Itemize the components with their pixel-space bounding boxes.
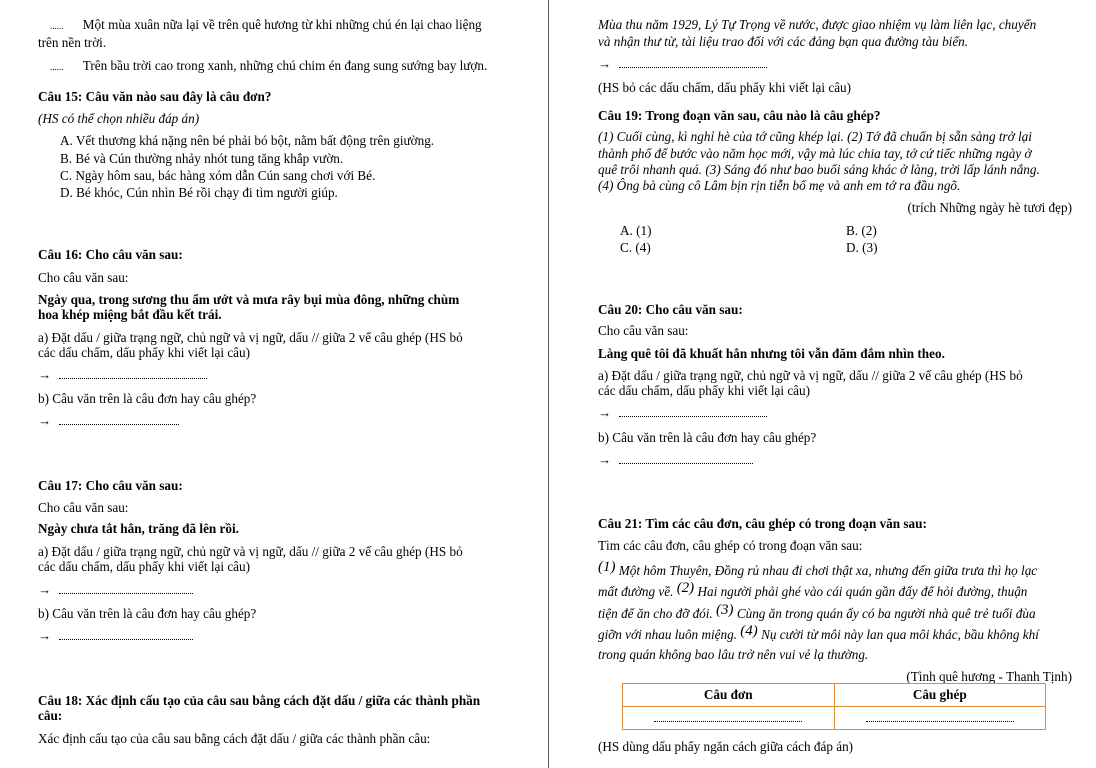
q17-b-answer[interactable] — [38, 628, 518, 643]
q18-note: (HS bỏ các dấu chấm, dấu phẩy khi viết lại câu) — [598, 80, 852, 95]
answer-table — [622, 683, 1046, 730]
q19-options-row-2 — [620, 240, 1072, 255]
q16-a-answer[interactable] — [38, 367, 518, 382]
q19-source: (trích Những ngày hè tươi đẹp) — [907, 200, 1072, 215]
q19-passage-2: thành phố để bước vào năm học mới, vậy mà lúc chia tay, tớ cứ tiếc những ngày ở — [598, 146, 1032, 161]
table-header-cau-don: Câu đơn — [623, 684, 835, 707]
arrow-icon: → — [598, 452, 612, 467]
arrow-icon: → — [598, 56, 612, 71]
answer-blank[interactable] — [59, 583, 193, 594]
q21-title: Câu 21: Tìm các câu đơn, câu ghép có trong đoạn văn sau: — [598, 516, 927, 531]
q19-passage-4: (4) Ông bà cùng cô Lâm bịn rịn tiễn bố mẹ và anh em tớ ra đầu ngõ. — [598, 178, 961, 193]
answer-blank[interactable] — [59, 629, 193, 640]
q17-lead: Cho câu văn sau: — [38, 500, 129, 515]
q19-title: Câu 19: Trong đoạn văn sau, câu nào là câu ghép? — [598, 108, 881, 123]
q19-passage-1: (1) Cuối cùng, kì nghỉ hè của tớ cũng khép lại. (2) Tớ đã chuẩn bị sẵn sàng trở lại — [598, 129, 1032, 144]
left-column — [38, 0, 518, 768]
q20-a-line-1: a) Đặt dấu / giữa trạng ngữ, chủ ngữ và vị ngữ, dấu // giữa 2 vế câu ghép (HS bỏ — [598, 368, 1023, 383]
q19-passage-3: quê trôi nhanh quá. (3) Sáng đó như bao buổi sáng khác ở làng, trời lấp lánh nắng. — [598, 162, 1040, 177]
q21-passage-5: trong quán không bao lâu trở nên vui vẻ lạ thường. — [598, 647, 869, 662]
answer-blank[interactable] — [654, 711, 802, 722]
q15-title: Câu 15: Câu văn nào sau đây là câu đơn? — [38, 89, 272, 104]
answer-cell-cau-ghep[interactable] — [834, 707, 1046, 730]
answer-blank[interactable] — [59, 368, 207, 379]
q17-sentence: Ngày chưa tắt hẳn, trăng đã lên rồi. — [38, 521, 239, 536]
q19-option-b[interactable]: B. (2) — [846, 223, 877, 238]
q21-passage-1: $^{(1)}$ Một hôm Thuyên, Đồng rủ nhau đi chơi thật xa, nhưng đến giữa trưa thì họ lạc — [598, 559, 1038, 578]
q20-title: Câu 20: Cho câu văn sau: — [598, 302, 743, 317]
answer-blank[interactable] — [619, 406, 767, 417]
arrow-icon: → — [598, 405, 612, 420]
q20-a-answer[interactable] — [598, 405, 1072, 420]
table-header-cau-ghep: Câu ghép — [834, 684, 1046, 707]
q21-passage-4: giỡn với nhau luôn miệng. $^{(4)}$ Nụ cười từ môi này lan qua môi khác, bầu không khí — [598, 623, 1039, 642]
q16-lead: Cho câu văn sau: — [38, 270, 129, 285]
q17-b: b) Câu văn trên là câu đơn hay câu ghép? — [38, 606, 257, 621]
q15-option-d[interactable]: D. Bé khóc, Cún nhìn Bé rồi chạy đi tìm người giúp. — [60, 185, 338, 200]
answer-blank[interactable] — [619, 57, 767, 68]
q18-answer[interactable] — [598, 56, 1072, 71]
q21-lead: Tìm các câu đơn, câu ghép có trong đoạn văn sau: — [598, 538, 863, 553]
q19-options-row-1 — [620, 223, 1072, 238]
q15-option-c[interactable]: C. Ngày hôm sau, bác hàng xóm dẫn Cún sang chơi với Bé. — [60, 168, 376, 183]
arrow-icon: → — [38, 582, 52, 597]
q16-a-line-1: a) Đặt dấu / giữa trạng ngữ, chủ ngữ và vị ngữ, dấu // giữa 2 vế câu ghép (HS bỏ — [38, 330, 463, 345]
q17-a-answer[interactable] — [38, 582, 518, 597]
q15-option-a[interactable]: A. Vết thương khá nặng nên bé phải bó bột, nằm bất động trên giường. — [60, 133, 435, 148]
arrow-icon: → — [38, 367, 52, 382]
q21-passage-3: tiện để ăn cho đỡ đói. $^{(3)}$ Cùng ăn trong quán ấy có ba người nhà quê trẻ tuổi đùa — [598, 602, 1036, 621]
q18-title-2: câu: — [38, 708, 63, 723]
q16-sentence-1: Ngày qua, trong sương thu ẩm ướt và mưa rây bụi mùa đông, những chùm — [38, 292, 460, 307]
q16-b: b) Câu văn trên là câu đơn hay câu ghép? — [38, 391, 257, 406]
q20-b-answer[interactable] — [598, 452, 1072, 467]
intro-line-2: trên nền trời. — [38, 35, 107, 50]
answer-blank[interactable] — [619, 453, 753, 464]
answer-blank[interactable] — [59, 414, 179, 425]
q19-option-c[interactable]: C. (4) — [620, 240, 651, 255]
q17-title: Câu 17: Cho câu văn sau: — [38, 478, 183, 493]
q15-note: (HS có thể chọn nhiều đáp án) — [38, 111, 200, 126]
q20-a-line-2: các dấu chấm, dấu phẩy khi viết lại câu) — [598, 383, 811, 398]
q18-title-1: Câu 18: Xác định cấu tạo của câu sau bằng cách đặt dấu / giữa các thành phần — [38, 693, 481, 708]
intro-line-1: ...... Một mùa xuân nữa lại về trên quê hương từ khi những chú én lại chao liệng — [50, 17, 482, 32]
q16-title: Câu 16: Cho câu văn sau: — [38, 247, 183, 262]
q21-footer: (HS dùng dấu phẩy ngăn cách giữa cách đáp án) — [598, 739, 854, 754]
q17-a-line-2: các dấu chấm, dấu phẩy khi viết lại câu) — [38, 559, 251, 574]
intro-line-3: ...... Trên bầu trời cao trong xanh, những chú chim én đang sung sướng bay lượn. — [50, 58, 488, 73]
q18-sentence-2: và nhận thư từ, tài liệu trao đổi với các đảng bạn qua đường tàu biển. — [598, 34, 969, 49]
q20-sentence: Làng quê tôi đã khuất hẳn nhưng tôi vẫn đăm đắm nhìn theo. — [598, 346, 945, 361]
arrow-icon: → — [38, 413, 52, 428]
q18-sentence-1: Mùa thu năm 1929, Lý Tự Trọng về nước, được giao nhiệm vụ làm liên lạc, chuyển — [598, 17, 1037, 32]
arrow-icon: → — [38, 628, 52, 643]
q19-option-a[interactable]: A. (1) — [620, 223, 652, 238]
q16-b-answer[interactable] — [38, 413, 518, 428]
q18-lead: Xác định cấu tạo của câu sau bằng cách đặt dấu / giữa các thành phần câu: — [38, 731, 431, 746]
q16-sentence-2: hoa khép miệng bắt đầu kết trái. — [38, 307, 222, 322]
q16-a-line-2: các dấu chấm, dấu phẩy khi viết lại câu) — [38, 345, 251, 360]
q21-passage-2: mất đường về. $^{(2)}$ Hai người phải ghé vào cái quán gần đấy để hỏi đường, thuận — [598, 580, 1028, 599]
q17-a-line-1: a) Đặt dấu / giữa trạng ngữ, chủ ngữ và vị ngữ, dấu // giữa 2 vế câu ghép (HS bỏ — [38, 544, 463, 559]
answer-cell-cau-don[interactable] — [623, 707, 835, 730]
column-divider — [548, 0, 549, 768]
q20-lead: Cho câu văn sau: — [598, 323, 689, 338]
q20-b: b) Câu văn trên là câu đơn hay câu ghép? — [598, 430, 817, 445]
q19-option-d[interactable]: D. (3) — [846, 240, 878, 255]
q15-option-b[interactable]: B. Bé và Cún thường nhảy nhót tung tăng khắp vườn. — [60, 151, 344, 166]
q21-source: (Tình quê hương - Thanh Tịnh) — [906, 669, 1072, 684]
right-column — [598, 0, 1072, 768]
answer-blank[interactable] — [866, 711, 1014, 722]
